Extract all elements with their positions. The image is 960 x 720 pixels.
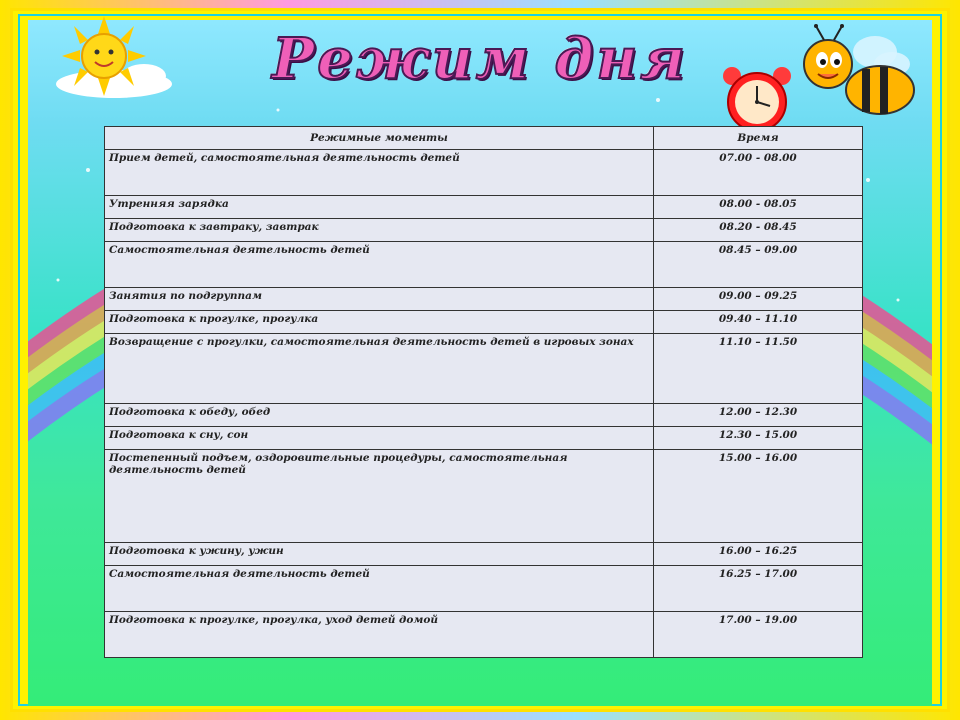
activity-cell: Занятия по подгруппам [105, 288, 654, 311]
table-row [105, 150, 863, 196]
page-title: Режим дня [272, 26, 688, 92]
activity-cell: Подготовка к обеду, обед [105, 404, 654, 427]
time-cell: 07.00 - 08.00 [654, 150, 863, 196]
column-header-time: Время [654, 127, 863, 150]
schedule-table [104, 126, 863, 658]
table-row [105, 566, 863, 612]
table-row [105, 242, 863, 288]
table-row [105, 334, 863, 404]
table-row [105, 196, 863, 219]
table-header-row [105, 127, 863, 150]
time-cell: 17.00 – 19.00 [654, 612, 863, 658]
table-row [105, 612, 863, 658]
column-header-activity: Режимные моменты [105, 127, 654, 150]
table-row [105, 219, 863, 242]
activity-cell: Подготовка к прогулке, прогулка [105, 311, 654, 334]
activity-cell: Возвращение с прогулки, самостоятельная деятельность детей в игровых зонах [105, 334, 654, 404]
time-cell: 08.20 - 08.45 [654, 219, 863, 242]
table-row [105, 404, 863, 427]
time-cell: 09.40 – 11.10 [654, 311, 863, 334]
activity-cell: Подготовка к завтраку, завтрак [105, 219, 654, 242]
time-cell: 08.45 – 09.00 [654, 242, 863, 288]
activity-cell: Самостоятельная деятельность детей [105, 242, 654, 288]
activity-cell: Подготовка к ужину, ужин [105, 543, 654, 566]
time-cell: 16.25 – 17.00 [654, 566, 863, 612]
activity-cell: Постепенный подъем, оздоровительные процедуры, самостоятельная деятельность детей [105, 450, 654, 543]
time-cell: 16.00 – 16.25 [654, 543, 863, 566]
table-row [105, 543, 863, 566]
time-cell: 12.00 – 12.30 [654, 404, 863, 427]
activity-cell: Подготовка к прогулке, прогулка, уход детей домой [105, 612, 654, 658]
table-row [105, 450, 863, 543]
time-cell: 08.00 - 08.05 [654, 196, 863, 219]
activity-cell: Утренняя зарядка [105, 196, 654, 219]
table-row [105, 427, 863, 450]
bee-icon [780, 24, 930, 124]
activity-cell: Подготовка к сну, сон [105, 427, 654, 450]
time-cell: 15.00 – 16.00 [654, 450, 863, 543]
activity-cell: Самостоятельная деятельность детей [105, 566, 654, 612]
table-row [105, 288, 863, 311]
time-cell: 12.30 – 15.00 [654, 427, 863, 450]
time-cell: 09.00 – 09.25 [654, 288, 863, 311]
table-row [105, 311, 863, 334]
time-cell: 11.10 – 11.50 [654, 334, 863, 404]
sun-icon [34, 14, 174, 100]
activity-cell: Прием детей, самостоятельная деятельность детей [105, 150, 654, 196]
